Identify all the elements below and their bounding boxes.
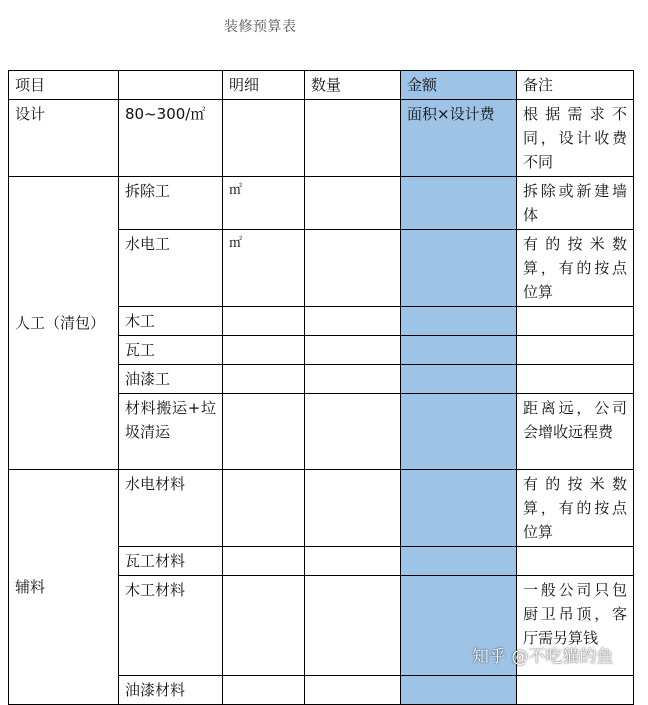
labor-tiling-detail bbox=[223, 336, 305, 365]
materials-carpentry-quantity bbox=[305, 576, 401, 676]
labor-painting-amount bbox=[401, 365, 517, 394]
materials-plumbing-name: 水电材料 bbox=[119, 470, 223, 547]
labor-painting-detail bbox=[223, 365, 305, 394]
table-row-materials-plumbing bbox=[9, 470, 634, 547]
labor-carpentry-quantity bbox=[305, 307, 401, 336]
labor-plumbing-quantity bbox=[305, 230, 401, 307]
labor-demolition-quantity bbox=[305, 177, 401, 230]
design-note: 根据需求不同，设计收费不同 bbox=[517, 100, 634, 177]
materials-item: 辅料 bbox=[9, 470, 119, 705]
materials-plumbing-amount bbox=[401, 470, 517, 547]
labor-carpentry-note bbox=[517, 307, 634, 336]
materials-tiling-quantity bbox=[305, 547, 401, 576]
watermark: 知乎 @不吃猫的鱼 bbox=[472, 647, 614, 667]
labor-hauling-note: 距离远，公司会增收远程费 bbox=[517, 394, 634, 470]
header-sub bbox=[119, 71, 223, 100]
labor-painting-name: 油漆工 bbox=[119, 365, 223, 394]
table-row-labor-demolition bbox=[9, 177, 634, 230]
labor-tiling-quantity bbox=[305, 336, 401, 365]
materials-painting-note bbox=[517, 676, 634, 705]
labor-hauling-name: 材料搬运+垃圾清运 bbox=[119, 394, 223, 470]
materials-carpentry-note: 一般公司只包厨卫吊顶，客厅需另算钱 bbox=[517, 576, 634, 676]
materials-painting-name: 油漆材料 bbox=[119, 676, 223, 705]
labor-tiling-note bbox=[517, 336, 634, 365]
header-note: 备注 bbox=[517, 71, 634, 100]
labor-plumbing-amount bbox=[401, 230, 517, 307]
materials-plumbing-quantity bbox=[305, 470, 401, 547]
labor-demolition-name: 拆除工 bbox=[119, 177, 223, 230]
header-item: 项目 bbox=[9, 71, 119, 100]
materials-painting-amount bbox=[401, 676, 517, 705]
materials-carpentry-detail bbox=[223, 576, 305, 676]
labor-carpentry-amount bbox=[401, 307, 517, 336]
design-detail bbox=[223, 100, 305, 177]
labor-tiling-amount bbox=[401, 336, 517, 365]
labor-item: 人工（清包） bbox=[9, 177, 119, 470]
header-quantity: 数量 bbox=[305, 71, 401, 100]
design-quantity bbox=[305, 100, 401, 177]
labor-plumbing-detail: ㎡ bbox=[223, 230, 305, 307]
labor-hauling-amount bbox=[401, 394, 517, 470]
table-row-design bbox=[9, 100, 634, 177]
table-header-row bbox=[9, 71, 634, 100]
document-title: 装修预算表 bbox=[224, 19, 297, 35]
header-amount: 金额 bbox=[401, 71, 517, 100]
labor-hauling-quantity bbox=[305, 394, 401, 470]
labor-demolition-note: 拆除或新建墙体 bbox=[517, 177, 634, 230]
labor-hauling-detail bbox=[223, 394, 305, 470]
materials-tiling-detail bbox=[223, 547, 305, 576]
labor-demolition-detail: ㎡ bbox=[223, 177, 305, 230]
header-detail: 明细 bbox=[223, 71, 305, 100]
labor-carpentry-name: 木工 bbox=[119, 307, 223, 336]
budget-table bbox=[8, 70, 634, 705]
materials-painting-detail bbox=[223, 676, 305, 705]
materials-carpentry-name: 木工材料 bbox=[119, 576, 223, 676]
materials-tiling-name: 瓦工材料 bbox=[119, 547, 223, 576]
materials-tiling-note bbox=[517, 547, 634, 576]
design-item: 设计 bbox=[9, 100, 119, 177]
labor-tiling-name: 瓦工 bbox=[119, 336, 223, 365]
labor-painting-quantity bbox=[305, 365, 401, 394]
materials-plumbing-detail bbox=[223, 470, 305, 547]
materials-painting-quantity bbox=[305, 676, 401, 705]
labor-painting-note bbox=[517, 365, 634, 394]
materials-tiling-amount bbox=[401, 547, 517, 576]
design-amount: 面积×设计费 bbox=[401, 100, 517, 177]
labor-demolition-amount bbox=[401, 177, 517, 230]
labor-plumbing-name: 水电工 bbox=[119, 230, 223, 307]
labor-carpentry-detail bbox=[223, 307, 305, 336]
labor-plumbing-note: 有的按米数算，有的按点位算 bbox=[517, 230, 634, 307]
materials-plumbing-note: 有的按米数算，有的按点位算 bbox=[517, 470, 634, 547]
design-price: 80~300/㎡ bbox=[119, 100, 223, 177]
